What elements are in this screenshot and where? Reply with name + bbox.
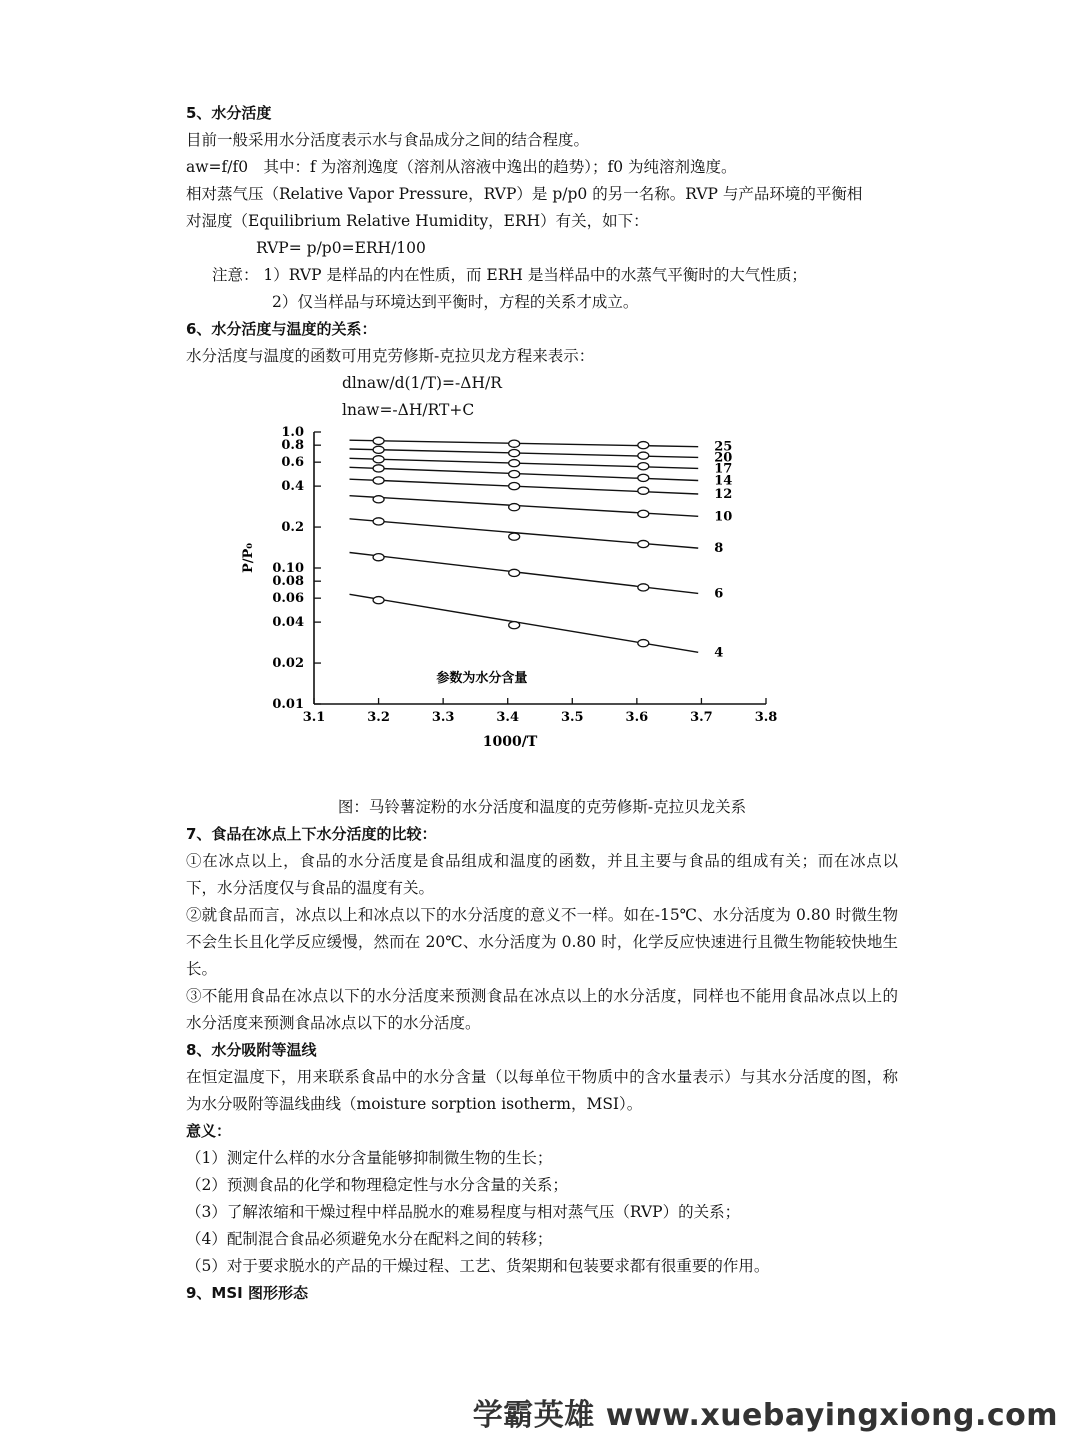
y-tick-label: 1.0 bbox=[281, 425, 304, 440]
data-point bbox=[509, 483, 520, 490]
data-point bbox=[373, 518, 384, 525]
x-tick-label: 3.8 bbox=[754, 710, 778, 725]
data-point bbox=[373, 465, 384, 472]
section-6-heading: 6、水分活度与温度的关系： bbox=[186, 320, 377, 338]
note: 注意： 1）RVP 是样品的内在性质，而 ERH 是当样品中的水蒸气平衡时的大气性质； bbox=[212, 266, 807, 284]
paragraph: aw=f/f0 其中：f 为溶剂逸度（溶剂从溶液中逸出的趋势）；f0 为纯溶剂逸度。 bbox=[186, 158, 737, 176]
data-point bbox=[509, 504, 520, 511]
chart-annotation: 参数为水分含量 bbox=[436, 671, 528, 687]
note: 2）仅当样品与环境达到平衡时，方程的关系才成立。 bbox=[272, 293, 639, 311]
document-body bbox=[186, 100, 898, 1307]
equation: dlnaw/d(1/T)=-ΔH/R bbox=[342, 374, 502, 392]
y-tick-label: 0.04 bbox=[272, 615, 304, 631]
data-point bbox=[373, 456, 384, 463]
list-item: （1）测定什么样的水分含量能够抑制微生物的生长； bbox=[186, 1149, 553, 1167]
y-axis-label: P/P₀ bbox=[241, 543, 256, 573]
y-tick-label: 0.10 bbox=[272, 561, 304, 576]
data-point bbox=[509, 440, 520, 447]
list-item: （3）了解浓缩和干燥过程中样品脱水的难易程度与相对蒸气压（RVP）的关系； bbox=[186, 1203, 741, 1221]
section-9-heading: 9、MSI 图形形态 bbox=[186, 1284, 308, 1302]
x-tick-label: 3.5 bbox=[560, 710, 584, 725]
x-tick-label: 3.1 bbox=[302, 710, 326, 725]
paragraph: 水分活度与温度的函数可用克劳修斯-克拉贝龙方程来表示： bbox=[186, 347, 595, 365]
data-point bbox=[509, 449, 520, 456]
series-label-17: 17 bbox=[714, 461, 733, 477]
data-point bbox=[638, 442, 649, 449]
data-point bbox=[509, 471, 520, 478]
data-point bbox=[509, 460, 520, 467]
x-axis-label: 1000/T bbox=[482, 734, 538, 750]
series-label-8: 8 bbox=[714, 541, 724, 557]
paragraph: ②就食品而言，冰点以上和冰点以下的水分活度的意义不一样。如在-15℃、水分活度为 0.80 时微生物不会生长且化学反应缓慢，然而在 20℃、水分活度为 0.80 时，化学反应快速进行且微生物能较快地生长。 bbox=[186, 906, 898, 978]
x-tick-label: 3.7 bbox=[690, 710, 713, 725]
data-point bbox=[638, 640, 649, 647]
data-point bbox=[638, 584, 649, 591]
data-point bbox=[373, 597, 384, 604]
data-point bbox=[638, 463, 649, 470]
clausius-clapeyron-chart bbox=[226, 424, 826, 769]
y-tick-label: 0.01 bbox=[272, 697, 304, 712]
paragraph: 在恒定温度下，用来联系食品中的水分含量（以每单位干物质中的含水量表示）与其水分活度的图，称为水分吸附等温线曲线（moisture sorption isotherm，MSI）。 bbox=[186, 1068, 898, 1113]
x-tick-label: 3.4 bbox=[496, 710, 520, 725]
paragraph: ③不能用食品在冰点以下的水分活度来预测食品在冰点以上的水分活度，同样也不能用食品冰点以上的水分活度来预测食品冰点以下的水分活度。 bbox=[186, 987, 898, 1032]
paragraph: 目前一般采用水分活度表示水与食品成分之间的结合程度。 bbox=[186, 131, 590, 149]
data-point bbox=[509, 622, 520, 629]
data-point bbox=[373, 446, 384, 453]
section-8-heading: 8、水分吸附等温线 bbox=[186, 1041, 317, 1059]
y-tick-label: 0.02 bbox=[272, 656, 304, 672]
y-tick-label: 0.06 bbox=[272, 591, 304, 607]
x-tick-label: 3.2 bbox=[367, 710, 390, 725]
x-tick-label: 3.6 bbox=[625, 710, 649, 725]
data-point bbox=[509, 533, 520, 540]
series-label-4: 4 bbox=[714, 645, 724, 661]
y-tick-label: 0.4 bbox=[281, 479, 304, 495]
x-tick-label: 3.3 bbox=[431, 710, 455, 725]
data-point bbox=[638, 452, 649, 459]
y-tick-label: 0.08 bbox=[272, 574, 304, 590]
paragraph: ①在冰点以上，食品的水分活度是食品组成和温度的函数，并且主要与食品的组成有关；而在冰点以下，水分活度仅与食品的温度有关。 bbox=[186, 852, 898, 897]
paragraph: 相对蒸气压（Relative Vapor Pressure，RVP）是 p/p0 的另一名称。RVP 与产品环境的平衡相 bbox=[186, 185, 863, 203]
series-label-12: 12 bbox=[714, 487, 733, 503]
meaning-heading: 意义： bbox=[186, 1122, 232, 1140]
data-point bbox=[638, 540, 649, 547]
equation: lnaw=-ΔH/RT+C bbox=[342, 401, 475, 419]
paragraph: 对湿度（Equilibrium Relative Humidity，ERH）有关，如下： bbox=[186, 212, 649, 230]
data-point bbox=[373, 477, 384, 484]
series-label-10: 10 bbox=[714, 509, 733, 525]
data-point bbox=[638, 474, 649, 481]
y-tick-label: 0.6 bbox=[281, 455, 304, 471]
section-5-heading: 5、水分活度 bbox=[186, 104, 272, 122]
figure-caption: 图：马铃薯淀粉的水分活度和温度的克劳修斯-克拉贝龙关系 bbox=[337, 798, 747, 816]
y-tick-label: 0.2 bbox=[281, 520, 304, 536]
watermark: 学霸英雄 www.xuebayingxiong.com bbox=[472, 1398, 1058, 1433]
data-point bbox=[373, 496, 384, 503]
data-point bbox=[509, 569, 520, 576]
equation: RVP= p/p0=ERH/100 bbox=[256, 239, 426, 257]
series-label-25: 25 bbox=[714, 439, 733, 455]
series-label-14: 14 bbox=[714, 473, 733, 489]
data-point bbox=[373, 554, 384, 561]
figure bbox=[186, 424, 898, 794]
list-item: （2）预测食品的化学和物理稳定性与水分含量的关系； bbox=[186, 1176, 568, 1194]
list-item: （5）对于要求脱水的产品的干燥过程、工艺、货架期和包装要求都有很重要的作用。 bbox=[186, 1257, 770, 1275]
series-label-6: 6 bbox=[714, 586, 724, 602]
series-label-20: 20 bbox=[714, 450, 733, 466]
data-point bbox=[373, 437, 384, 444]
y-tick-label: 0.8 bbox=[281, 438, 304, 454]
section-7-heading: 7、食品在冰点上下水分活度的比较： bbox=[186, 825, 437, 843]
data-point bbox=[638, 510, 649, 517]
list-item: （4）配制混合食品必须避免水分在配料之间的转移； bbox=[186, 1230, 553, 1248]
data-point bbox=[638, 487, 649, 494]
